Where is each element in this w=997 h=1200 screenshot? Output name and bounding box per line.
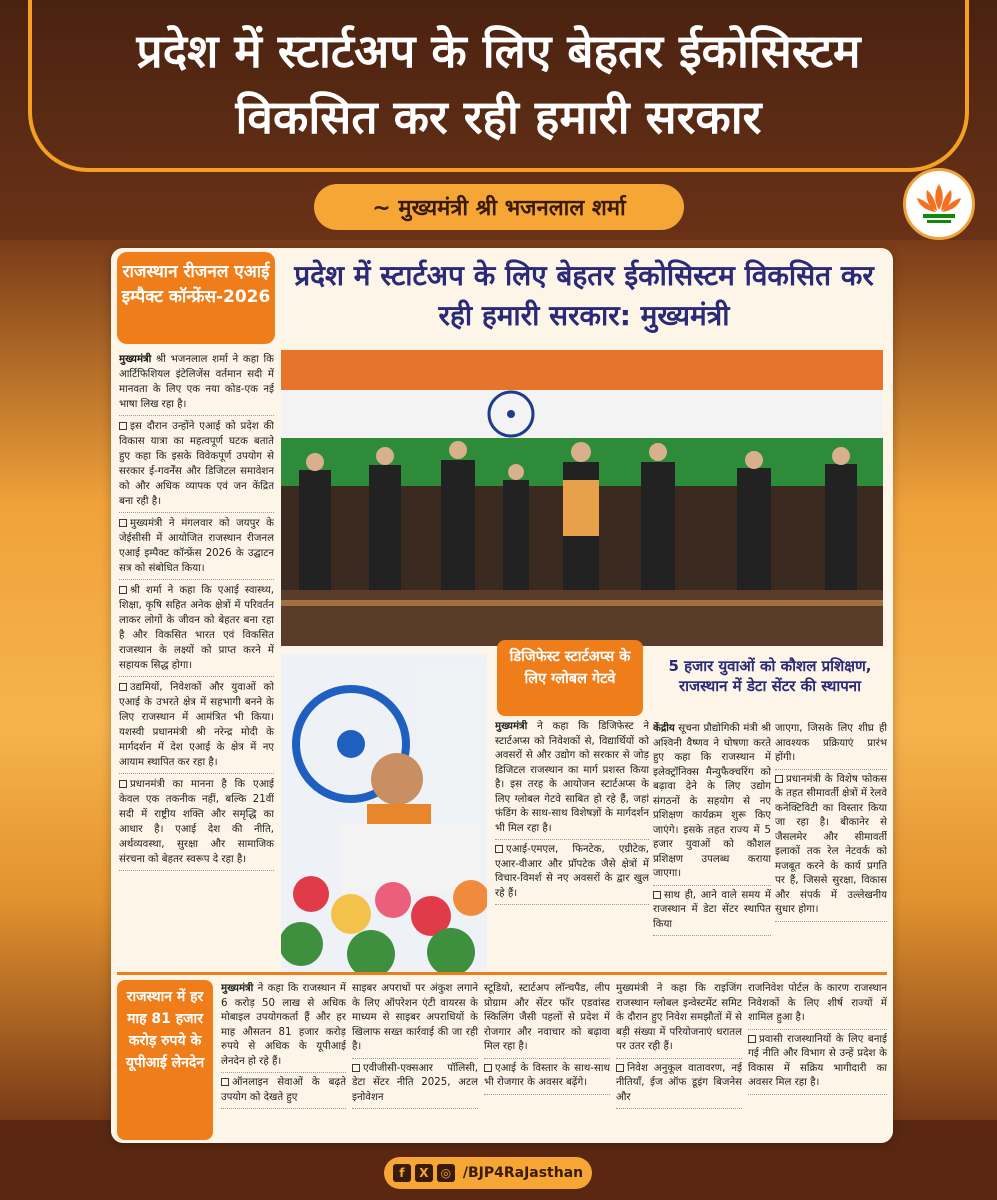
headline-line-2: विकसित कर रही हमारी सरकार	[235, 90, 762, 144]
paragraph	[119, 680, 274, 774]
paragraph-text: मुख्यमंत्री ने कहा कि राइजिंग राजस्थान ग्लोबल इन्वेस्टमेंट समिट के दौरान हुए निवेश समझौतों में से बड़ी संख्या में परियोजनाएं धरातल पर उतर रही हैं।	[616, 983, 742, 1052]
bullet-icon	[119, 683, 127, 691]
paragraph	[484, 1062, 610, 1095]
bullet-icon	[352, 1064, 360, 1072]
bottom-column-3	[484, 982, 610, 1138]
paragraph	[495, 720, 649, 840]
paragraph	[775, 722, 887, 770]
paragraph	[352, 982, 478, 1059]
facebook-icon: f	[393, 1164, 411, 1182]
poster-headline	[40, 18, 957, 150]
instagram-icon: ◎	[437, 1164, 455, 1182]
paragraph-text: इस दौरान उन्होंने एआई को प्रदेश की विकास यात्रा का महत्वपूर्ण घटक बताते हुए कहा कि इसके विवेकपूर्ण उपयोग से सरकार ई-गवर्नेंस और डिजिटल समावेशन को और अधिक व्यापक एवं जन केंद्रित बना रही है।	[119, 421, 274, 507]
bullet-icon	[775, 775, 783, 783]
bullet-icon	[748, 1035, 756, 1043]
paragraph	[775, 773, 887, 922]
paragraph	[495, 843, 649, 905]
digifest-subheading-text: डिजिफेस्ट स्टार्टअप्स के लिए ग्लोबल गेटवे	[509, 649, 631, 687]
upi-subheading	[117, 980, 213, 1140]
paragraph	[484, 982, 610, 1059]
bottom-column-5	[748, 982, 887, 1138]
bullet-icon	[119, 780, 127, 788]
right-column-2	[775, 722, 887, 972]
paragraph-text: निवेश अनुकूल वातावरण, नई नीतियाँ, ईज ऑफ डूइंग बिजनेस और	[616, 1062, 742, 1103]
paragraph-text: ने कहा कि डिजिफेस्ट ने स्टार्टअप्स को निवेशकों से, विद्यार्थियों को अवसरों से और उद्योग को सरकार से जोड़ डिजिटल राजस्थान का मार्ग प्रशस्त किया है। इस तरह के आयोजन स्टार्टअप्स के लिए ग्लोबल गेटवे साबित हो रहे हैं, जहां फंडिंग के साथ-साथ विशेषज्ञों के मार्गदर्शन भी मिल रहा है।	[495, 721, 649, 834]
bullet-icon	[495, 845, 503, 853]
digifest-subheading	[497, 640, 643, 716]
skills-subheading: 5 हजार युवाओं को कौशल प्रशिक्षण, राजस्थान में डेटा सेंटर की स्थापना	[668, 657, 872, 695]
bullet-icon	[484, 1064, 492, 1072]
chief-minister-speech-photo	[281, 654, 487, 972]
paragraph-text: श्री भजनलाल शर्मा ने कहा कि आर्टिफिशियल इंटेलिजेंस वर्तमान सदी में मानवता के लिए एक नया कोड-एक नई भाषा लिख रहा है।	[119, 354, 274, 410]
article-tag-text: राजस्थान रीजनल एआई इम्पैक्ट कॉन्फ्रेंस-2026	[121, 262, 271, 307]
paragraph-text: श्री शर्मा ने कहा कि एआई स्वास्थ्य, शिक्षा, कृषि सहित अनेक क्षेत्रों में परिवर्तन लाकर लोगों के जीवन को बेहतर बना रहा है और विकसित भारत एवं विकसित राजस्थान के लक्ष्यों को प्राप्त करने में सहायक सिद्ध होगा।	[119, 585, 274, 671]
bullet-icon	[119, 586, 127, 594]
conference-stage-photo	[281, 350, 883, 646]
paragraph	[119, 516, 274, 580]
paragraph	[221, 1076, 346, 1109]
social-handle-text: /BJP4RaJasthan	[462, 1165, 584, 1181]
middle-column	[495, 720, 649, 970]
bullet-icon	[221, 1078, 229, 1086]
paragraph-text: प्रवासी राजस्थानियों के लिए बनाई गई नीति और विभाग से उन्हें प्रदेश के विकास में सक्रिय भागीदारी का अवसर मिल रहा है।	[748, 1033, 887, 1088]
paragraph	[748, 1033, 887, 1095]
bjp-lotus-icon	[903, 168, 975, 240]
paragraph	[352, 1062, 478, 1110]
paragraph-text: एवीजीसी-एक्सआर पॉलिसी, डेटा सेंटर नीति 2025, अटल इनोवेशन	[352, 1062, 478, 1103]
social-handle-pill	[384, 1157, 592, 1189]
paragraph	[748, 982, 887, 1030]
paragraph-text: मुख्यमंत्री ने मंगलवार को जयपुर के जेईसीसी में आयोजित राजस्थान रीजनल एआई इम्पैक्ट कॉन्फ्रेंस 2026 के उद्घाटन सत्र को संबोधित किया।	[119, 518, 274, 574]
paragraph-lead: मुख्यमंत्री	[221, 983, 254, 994]
paragraph	[119, 583, 274, 677]
paragraph	[653, 722, 771, 886]
paragraph	[616, 982, 742, 1059]
bottom-column-2	[352, 982, 478, 1138]
paragraph	[119, 419, 274, 513]
paragraph-text: जाएगा, जिसके लिए शीघ्र ही आवश्यक प्रक्रियाएं प्रारंभ होंगी।	[775, 723, 887, 763]
paragraph-text: एआई के विस्तार के साथ-साथ भी रोजगार के अवसर बढ़ेंगे।	[484, 1062, 610, 1088]
byline-pill	[314, 184, 684, 230]
paragraph	[119, 777, 274, 871]
bullet-icon	[653, 891, 661, 899]
paragraph-text: सूचना प्रौद्योगिकी मंत्री श्री अश्विनी वैष्णव ने घोषणा करते हुए कहा कि राजस्थान में इलेक्ट्रॉनिक्स मैन्युफैक्चरिंग को बढ़ावा देने के लिए उद्योग संगठनों के सहयोग से नए प्रशिक्षण कार्यक्रम शुरू किए जाएंगे। इसके तहत राज्य में 5 हजार युवाओं को कौशल प्रशिक्षण उपलब्ध कराया जाएगा।	[653, 723, 771, 879]
bottom-column-1	[221, 982, 346, 1138]
bullet-icon	[119, 519, 127, 527]
paragraph-text: एआई-एमएल, फिनटेक, एग्रीटेक, एआर-वीआर और प्रॉपटेक जैसे क्षेत्रों में विचार-विमर्श से नए अवसरों के द्वार खुल रहे हैं।	[495, 844, 649, 899]
paragraph	[616, 1062, 742, 1110]
bullet-icon	[616, 1064, 624, 1072]
paragraph	[653, 889, 771, 937]
newspaper-clipping	[111, 248, 893, 1143]
paragraph-text: साइबर अपराधों पर अंकुश लगाने के लिए ऑपरेशन एंटी वायरस के माध्यम से साइबर अपराधियों के खिलाफ सख्त कार्रवाई की जा रही है।	[352, 983, 478, 1052]
paragraph-text: स्टूडियो, स्टार्टअप लॉन्चपैड, लीप प्रोग्राम और सेंटर फॉर एडवांस्ड स्किलिंग जैसी पहलों से प्रदेश में रोजगार और नवाचार को बढ़ावा मिल रहा है।	[484, 983, 610, 1052]
article-tag	[117, 252, 275, 344]
bottom-column-4	[616, 982, 742, 1138]
paragraph-text: राजनिवेश पोर्टल के कारण राजस्थान निवेशकों के लिए शीर्ष राज्यों में शामिल हुआ है।	[748, 983, 887, 1023]
article-headline: प्रदेश में स्टार्टअप के लिए बेहतर ईकोसिस्टम विकसित कर रही हमारी सरकार: मुख्यमंत्री	[294, 259, 874, 332]
paragraph-lead: मुख्यमंत्री	[495, 721, 528, 732]
paragraph-text: प्रधानमंत्री के विशेष फोकस के तहत सीमावर्ती क्षेत्रों में रेलवे कनेक्टिविटी का विस्तार किया जा रहा है। बीकानेर से जैसलमेर और सीमावर्ती इलाकों तक रेल नेटवर्क को मजबूत करने के कार्य प्रगति पर हैं, जिससे सुरक्षा, विकास और संपर्क में उल्लेखनीय सुधार होगा।	[775, 773, 887, 915]
paragraph-text: ने कहा कि राजस्थान में 6 करोड़ 50 लाख से अधिक मोबाइल उपयोगकर्ता हैं और हर माह औसतन 81 हजार करोड़ रुपये से अधिक के यूपीआई लेनदेन हो रहे हैं।	[221, 983, 346, 1067]
paragraph	[119, 352, 274, 416]
paragraph-text: उद्यमियों, निवेशकों और युवाओं को एआई के उभरते क्षेत्र में सहभागी बनने के लिए राजस्थान में आमंत्रित भी किया। यशस्वी प्रधानमंत्री श्री नरेन्द्र मोदी के मार्गदर्शन में देश एआई के क्षेत्र में नए आयाम स्थापित कर रहा है।	[119, 682, 274, 768]
paragraph-text: ऑनलाइन सेवाओं के बढ़ते उपयोग को देखते हुए	[221, 1077, 346, 1103]
right-column-1	[653, 722, 771, 972]
x-icon: X	[415, 1164, 433, 1182]
paragraph-lead: केंद्रीय	[653, 723, 675, 734]
bullet-icon	[119, 422, 127, 430]
byline-text: ~ मुख्यमंत्री श्री भजनलाल शर्मा	[372, 196, 626, 221]
paragraph-lead: मुख्यमंत्री	[119, 354, 152, 365]
headline-line-1: प्रदेश में स्टार्टअप के लिए बेहतर ईकोसिस्टम	[136, 24, 861, 78]
left-column	[119, 352, 274, 967]
paragraph	[221, 982, 346, 1073]
paragraph-text: साथ ही, आने वाले समय में राजस्थान में डेटा सेंटर स्थापित किया	[653, 889, 771, 930]
section-divider	[117, 972, 887, 975]
upi-subheading-text: राजस्थान में हर माह 81 हजार करोड़ रुपये के यूपीआई लेनदेन	[125, 989, 205, 1071]
paragraph-text: प्रधानमंत्री का मानना है कि एआई केवल एक तकनीक नहीं, बल्कि 21वीं सदी में राष्ट्रीय शक्ति और समृद्धि का आधार है। एआई देश की नीति, अर्थव्यवस्था, सुरक्षा और सामाजिक संरचना को बेहतर स्वरूप दे रहा है।	[119, 779, 274, 865]
